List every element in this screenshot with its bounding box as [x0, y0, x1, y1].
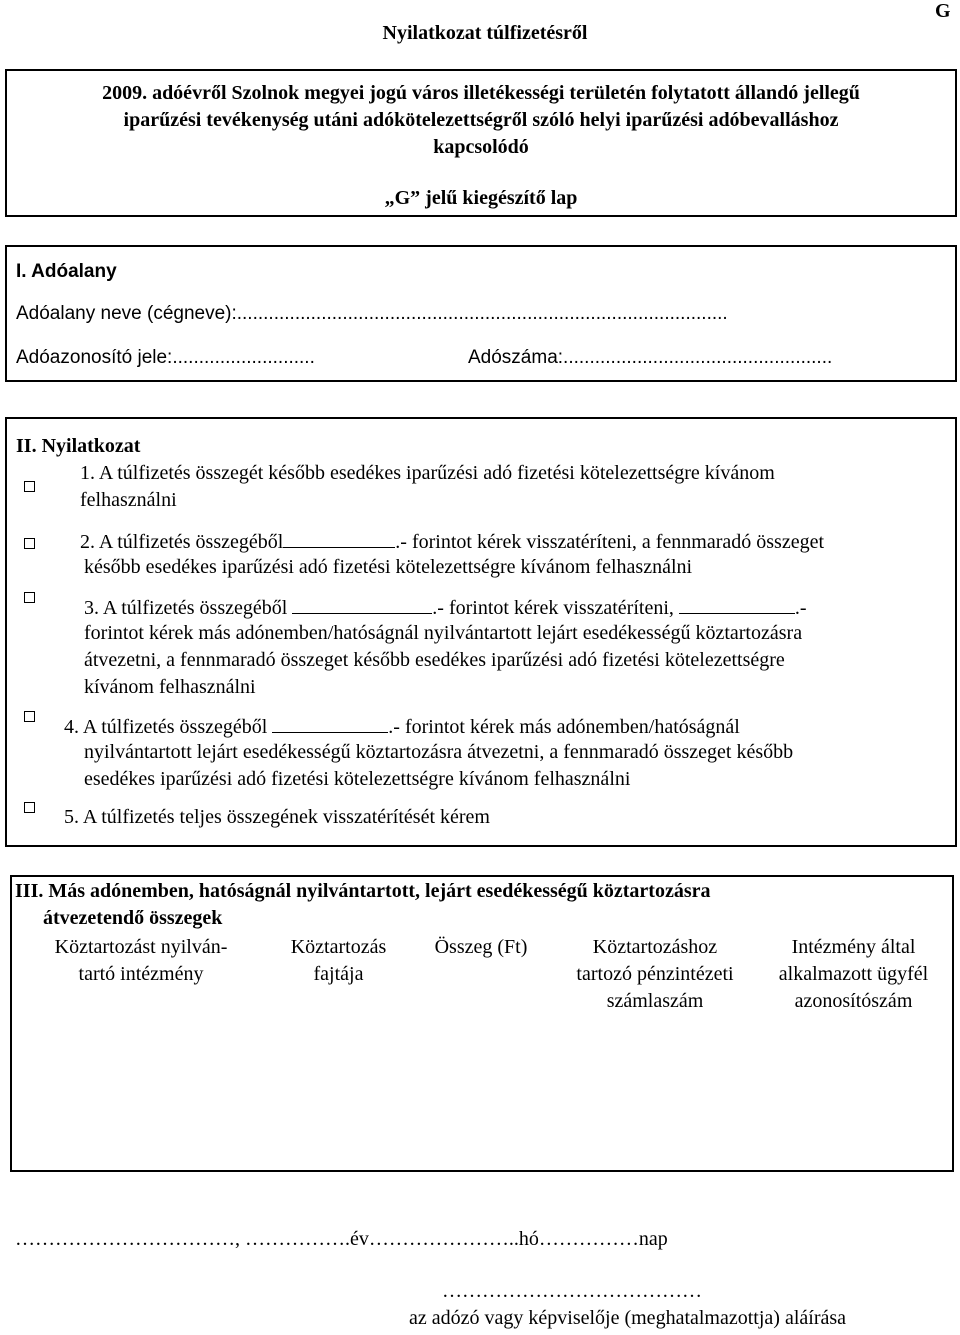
signature-label: az adózó vagy képviselője (meghatalmazottja) aláírása	[409, 1307, 847, 1329]
col-bank-account-line-1: Köztartozáshoz	[592, 936, 718, 958]
tax-number-field[interactable]: Adószáma:...................................................	[468, 347, 833, 368]
option-3-transfer-blank[interactable]	[679, 595, 795, 614]
section-3-title-line-2: átvezetendő összegek	[43, 907, 223, 929]
date-line[interactable]: ……………………………, …………….év…………………..hó……………nap	[15, 1228, 668, 1250]
section-declaration	[5, 417, 957, 847]
debt-table-header-row	[12, 934, 952, 1015]
option-3-post: .-	[794, 597, 807, 619]
signature-line[interactable]: …………………………………	[442, 1280, 702, 1302]
col-bank-account-line-3: számlaszám	[606, 990, 704, 1012]
debt-table	[12, 934, 952, 1015]
option-4-line-1	[64, 714, 740, 739]
option-3-line-1	[84, 595, 807, 620]
section-debts	[10, 875, 954, 1172]
option-3-line-4: kívánom felhasználni	[84, 676, 256, 698]
option-5-line-1: 5. A túlfizetés teljes összegének visszatérítését kérem	[64, 806, 490, 828]
option-2-checkbox[interactable]	[24, 538, 35, 549]
option-4-checkbox[interactable]	[24, 711, 35, 722]
option-3-checkbox[interactable]	[24, 592, 35, 603]
intro-line-2: iparűzési tevékenység utáni adókötelezettségről szóló helyi iparűzési adóbevalláshoz	[123, 109, 839, 131]
col-client-id	[755, 934, 952, 1015]
col-bank-account	[555, 934, 755, 1015]
option-3-line-3: átvezetni, a fennmaradó összeget később esedékes iparűzési adó fizetési kötelezettségre	[84, 649, 785, 671]
option-1-line-2: felhasználni	[80, 489, 177, 511]
col-debt-type-line-2: fajtája	[313, 963, 364, 985]
col-client-id-line-2: alkalmazott ügyfél	[778, 963, 929, 985]
form-subtitle: „G” jelű kiegészítő lap	[384, 187, 578, 209]
option-3-pre: 3. A túlfizetés összegéből	[84, 597, 288, 619]
section-1-title: I. Adóalany	[16, 261, 117, 282]
section-3-title-line-1: III. Más adónemben, hatóságnál nyilvántartott, lejárt esedékességű köztartozásra	[15, 880, 711, 902]
col-client-id-line-1: Intézmény által	[791, 936, 916, 958]
col-debt-type	[270, 934, 407, 1015]
section-2-title: II. Nyilatkozat	[16, 435, 141, 457]
option-4-pre: 4. A túlfizetés összegéből	[64, 716, 268, 738]
form-letter: G	[935, 0, 951, 22]
col-amount	[407, 934, 555, 1015]
option-2-line-1	[80, 529, 824, 554]
option-4-line-3: esedékes iparűzési adó fizetési kötelezettségre kívánom felhasználni	[84, 768, 631, 790]
col-institution-line-2: tartó intézmény	[78, 963, 204, 985]
col-institution	[12, 934, 270, 1015]
option-2-amount-blank[interactable]	[283, 529, 395, 548]
col-client-id-line-3: azonosítószám	[794, 990, 913, 1012]
col-amount-line-1: Összeg (Ft)	[434, 936, 528, 958]
option-4-line-2: nyilvántartott lejárt esedékességű köztartozásra átvezetni, a fennmaradó összeget később	[84, 741, 794, 763]
section-taxpayer	[5, 245, 957, 382]
option-2-post: .- forintot kérek visszatéríteni, a fennmaradó összeget	[395, 531, 825, 553]
option-3-refund-blank[interactable]	[292, 595, 432, 614]
col-debt-type-line-1: Köztartozás	[290, 936, 387, 958]
option-3-mid: .- forintot kérek visszatéríteni,	[432, 597, 674, 619]
page-title: Nyilatkozat túlfizetésről	[382, 22, 588, 44]
option-2-line-2: később esedékes iparűzési adó fizetési kötelezettségre kívánom felhasználni	[84, 556, 693, 578]
col-bank-account-line-2: tartozó pénzintézeti	[576, 963, 734, 985]
option-1-checkbox[interactable]	[24, 481, 35, 492]
col-institution-line-1: Köztartozást nyilván-	[54, 936, 228, 958]
intro-line-3: kapcsolódó	[433, 136, 529, 158]
option-1-line-1: 1. A túlfizetés összegét később esedékes iparűzési adó fizetési kötelezettségre kívánom	[80, 462, 775, 484]
option-3-line-2: forintot kérek más adónemben/hatóságnál nyilvántartott lejárt esedékességű köztartozásra	[84, 622, 803, 644]
option-5-checkbox[interactable]	[24, 802, 35, 813]
option-2-pre: 2. A túlfizetés összegéből	[80, 531, 284, 553]
option-4-post: .- forintot kérek más adónemben/hatóságnál	[388, 716, 740, 738]
intro-line-1: 2009. adóévről Szolnok megyei jogú város illetékességi területén folytatott állandó jellegű	[102, 82, 860, 104]
option-4-amount-blank[interactable]	[272, 714, 388, 733]
tax-id-field[interactable]: Adóazonosító jele:...........................	[16, 347, 315, 368]
header-box	[5, 69, 957, 217]
taxpayer-name-field[interactable]: Adóalany neve (cégneve):.............................................................................................	[16, 303, 728, 324]
